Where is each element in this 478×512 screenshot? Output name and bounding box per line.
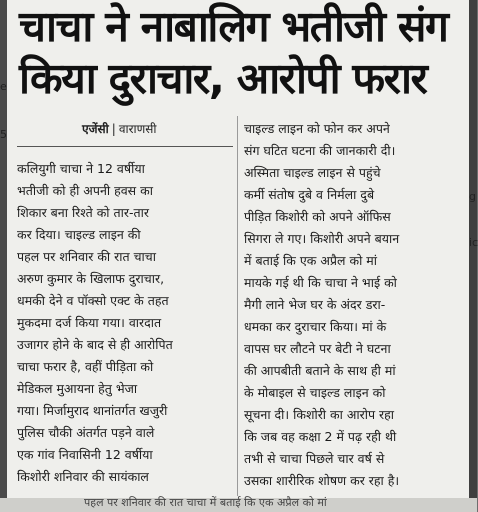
next-page-strip [0, 498, 477, 512]
next-page-text: पहल पर शनिवार की रात चाचा में बताई कि एक अप्रैल को मां [84, 496, 327, 509]
article-line: वापस घर लौटने पर बेटी ने घटना [244, 341, 391, 356]
article-line: की आपबीती बताने के साथ ही मां [244, 363, 396, 378]
left-edge-fragment-b: 5 [0, 128, 7, 141]
column-divider [237, 116, 238, 496]
byline-separator: | [111, 122, 116, 136]
byline [82, 120, 157, 137]
article-line: मुकदमा दर्ज किया गया। वारदात [17, 315, 162, 330]
newspaper-clipping [7, 0, 469, 498]
article-line: में बताई कि एक अप्रैल को मां [244, 253, 377, 268]
article-line: सूचना दी। किशोरी का आरोप रहा [244, 407, 395, 422]
article-column-left [17, 158, 232, 488]
article-line: पुलिस चौकी अंतर्गत पड़ने वाले [17, 425, 155, 440]
article-line: धमकी देने व पॉक्सो एक्ट के तहत [17, 293, 169, 308]
article-line: उजागर होने के बाद से ही आरोपित [17, 337, 173, 352]
scan-right-edge [469, 0, 477, 512]
article-line: सिगरा ले गए। किशोरी अपने बयान [244, 231, 400, 246]
right-edge-fragment-b: ic [469, 236, 478, 249]
left-edge-fragment-a: e [0, 80, 7, 93]
article-line: भतीजी को ही अपनी हवस का [17, 183, 153, 198]
article-line: अस्मिता चाइल्ड लाइन से पहुंचे [244, 165, 381, 180]
article-line: शिकार बना रिश्ते को तार-तार [17, 205, 149, 220]
article-line: पीड़ित किशोरी को अपने ऑफिस [244, 209, 391, 224]
article-line: के मोबाइल से चाइल्ड लाइन को [244, 385, 386, 400]
headline [7, 2, 469, 106]
article-line: कि जब वह कक्षा 2 में पढ़ रही थी [244, 429, 397, 444]
byline-city: वाराणसी [118, 122, 157, 136]
byline-agency: एजेंसी [82, 122, 109, 136]
article-line: चाइल्ड लाइन को फोन कर अपने [244, 121, 390, 136]
right-edge-fragment-a: g [469, 190, 476, 203]
article-line: किशोरी शनिवार की सायंकाल [17, 469, 149, 484]
article-line: पहल पर शनिवार की रात चाचा [17, 249, 156, 264]
article-line: धमका कर दुराचार किया। मां के [244, 319, 387, 334]
article-line: तभी से चाचा पिछले चार वर्ष से [244, 451, 385, 466]
article-line: संग घटित घटना की जानकारी दी। [244, 143, 396, 158]
article-line: अरुण कुमार के खिलाफ दुराचार, [17, 271, 165, 286]
article-line: कर्मी संतोष दुबे व निर्मला दुबे [244, 187, 375, 202]
article-line: उसका शारीरिक शोषण कर रहा है। [244, 473, 400, 488]
headline-line-2: किया दुराचार, आरोपी फरार [19, 55, 427, 104]
article-line: मेडिकल मुआयना हेतु भेजा [17, 381, 138, 396]
byline-rule [17, 146, 233, 147]
scan-left-edge [0, 0, 7, 512]
article-line: एक गांव निवासिनी 12 वर्षीया [17, 447, 153, 462]
article-line: चाचा फरार है, वहीं पीड़िता को [17, 359, 154, 374]
article-line: कलियुगी चाचा ने 12 वर्षीया [17, 161, 145, 176]
article-column-right [244, 118, 464, 492]
headline-line-1: चाचा ने नाबालिग भतीजी संग [19, 3, 448, 52]
article-line: मैगी लाने भेज घर के अंदर डरा- [244, 297, 386, 312]
article-line: गया। मिर्जामुराद थानांतर्गत खजुरी [17, 403, 168, 418]
article-line: कर दिया। चाइल्ड लाइन की [17, 227, 141, 242]
article-line: मायके गई थी कि चाचा ने भाई को [244, 275, 397, 290]
